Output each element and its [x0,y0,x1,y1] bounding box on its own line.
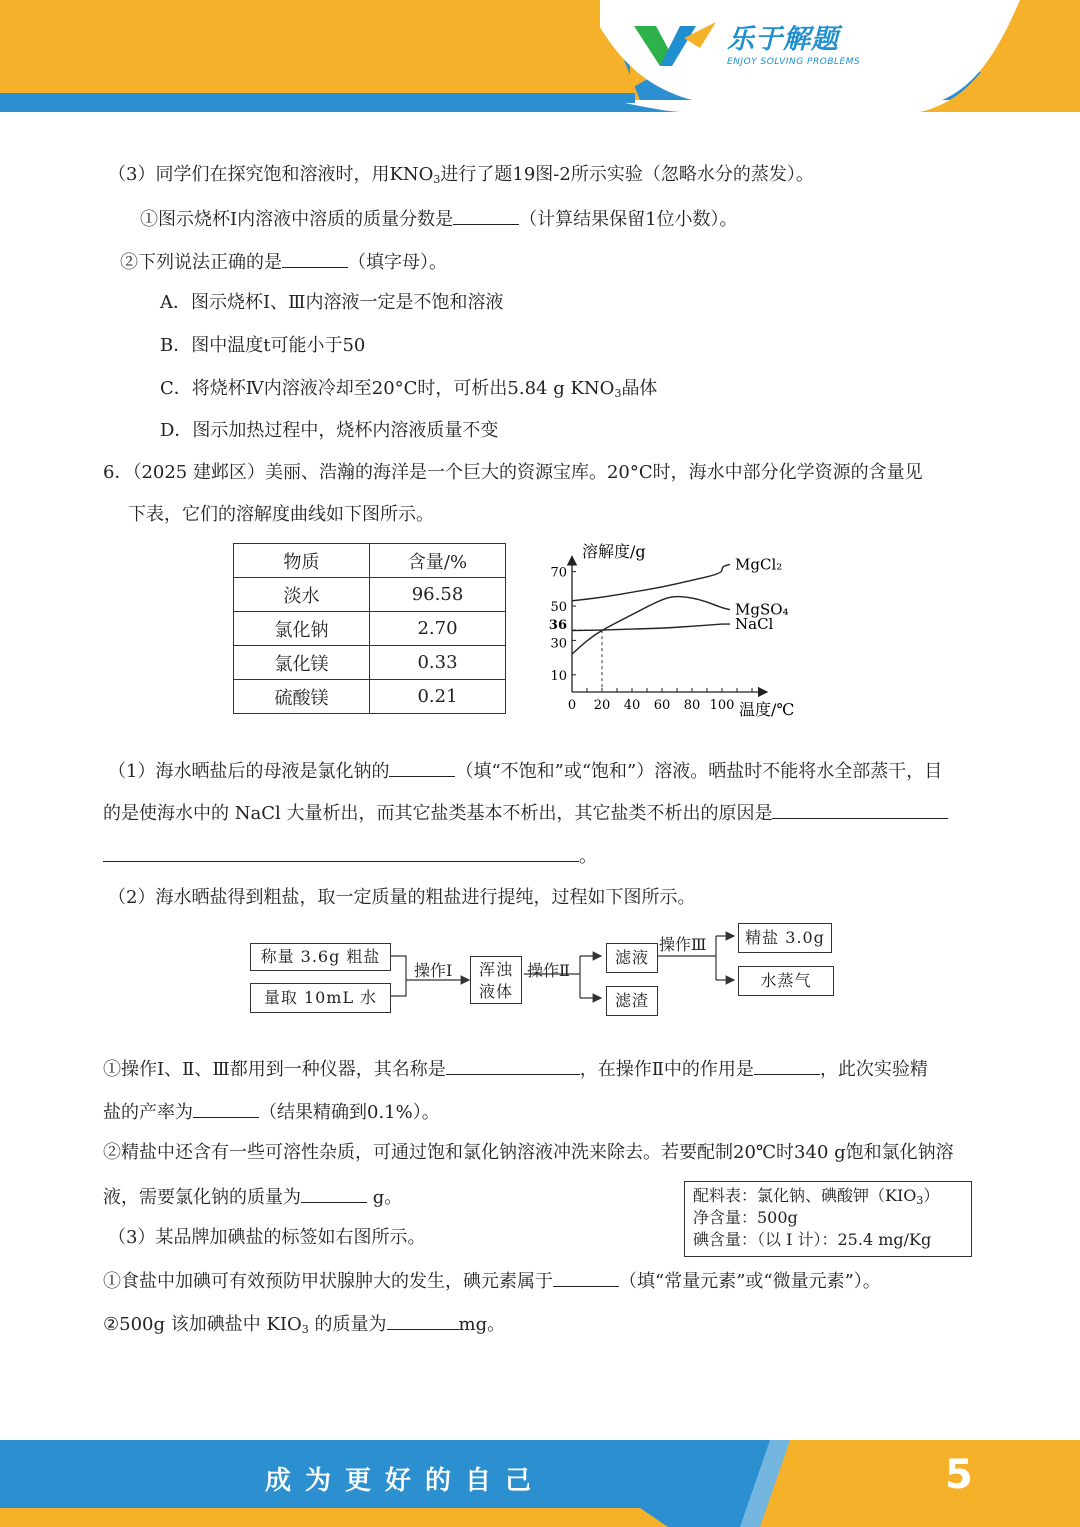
x-tick-label: 20 [593,698,611,713]
q6-intro-line1: 6．（2025 建邺区）美丽、浩瀚的海洋是一个巨大的资源宝库。20°C时，海水中部分化学资源的含量见 [103,462,923,483]
q6-intro-line2: 下表，它们的溶解度曲线如下图所示。 [128,504,434,525]
q5-sub1: ①图示烧杯Ⅰ内溶液中溶质的质量分数是 （计算结果保留1位小数）。 [140,206,738,232]
q5-option-a: A．图示烧杯Ⅰ、Ⅲ内溶液一定是不饱和溶液 [160,292,504,313]
flow-residue-box: 滤渣 [606,986,658,1016]
brand-name: 乐于解题 [727,24,839,55]
flow-op3-label: 操作Ⅲ [659,935,707,954]
y-tick-label: 50 [550,600,567,615]
logo-icon [630,18,722,68]
answer-blank[interactable] [387,1311,459,1330]
salt-label-box [684,1181,972,1257]
q6-part1-line2: 的是使海水中的 NaCl 大量析出，而其它盐类基本不析出，其它盐类不析出的原因是 [103,800,948,826]
y-axis-label: 溶解度/g [582,542,646,561]
series-line-mgcl2 [572,564,730,600]
label-iodine-content: 碘含量：（以 I 计）：25.4 mg/Kg [693,1230,932,1249]
answer-blank[interactable] [754,1056,820,1075]
flow-op2-label: 操作Ⅱ [527,961,570,980]
table-cell: 96.58 [370,578,506,612]
page-number: 5 [945,1452,973,1498]
table-header: 含量/% [370,544,506,578]
answer-blank[interactable] [282,249,348,268]
q5-option-c: C．将烧杯Ⅳ内溶液冷却至20°C时，可析出5.84 g $KNO_3$晶体 [160,378,658,400]
answer-blank[interactable] [446,1056,580,1075]
table-cell: 氯化钠 [234,612,370,646]
label-net-content: 净含量：500g [693,1208,798,1227]
table-row [234,612,506,646]
q6-part2-intro: （2）海水晒盐得到粗盐，取一定质量的粗盐进行提纯，过程如下图所示。 [108,887,696,908]
table-cell: 0.21 [370,680,506,714]
flow-measure-box: 量取 10mL 水 [250,983,391,1013]
series-label: MgCl₂ [735,555,783,574]
q6-sub1-line1: ①操作Ⅰ、Ⅱ、Ⅲ都用到一种仪器，其名称是 ，在操作Ⅱ中的作用是 ，此次实验精 [103,1056,928,1082]
answer-blank[interactable] [389,758,455,777]
x-tick-label: 60 [653,698,671,713]
table-cell: 硫酸镁 [234,680,370,714]
table-cell: 0.33 [370,646,506,680]
solubility-chart [540,535,820,725]
header-banner [0,0,1080,112]
answer-blank[interactable] [103,843,579,862]
answer-blank[interactable] [453,206,519,225]
table-cell: 淡水 [234,578,370,612]
x-tick-label: 80 [683,698,701,713]
chart-series [572,564,730,654]
y-tick-label: 70 [550,565,567,581]
series-line-nacl [572,624,730,631]
x-axis-label: 温度/℃ [739,700,795,719]
q6-sub2-line1: ②精盐中还含有一些可溶性杂质，可通过饱和氯化钠溶液冲洗来除去。若要配制20℃时340 g饱和氯化钠溶 [103,1142,954,1163]
x-tick-label: 40 [623,698,641,713]
q5-sub2: ②下列说法正确的是 （填字母）。 [120,249,447,275]
flow-turbid-box: 浑浊 液体 [470,956,522,1004]
q6-part3-sub2: ②500g 该加碘盐中 $KIO_3$ 的质量为 mg。 [103,1311,505,1337]
table-cell: 氯化镁 [234,646,370,680]
flow-weigh-box: 称量 3.6g 粗盐 [250,943,391,971]
q6-sub1-line2: 盐的产率为 （结果精确到0.1%）。 [103,1099,440,1125]
flow-fine-salt-box: 精盐 3.0g [738,923,832,953]
q5-option-b: B．图中温度t可能小于50 [160,335,366,356]
y-tick-label: 36 [548,618,567,634]
footer-slogan: 成为更好的自己 [265,1466,546,1496]
q6-part3-intro: （3）某品牌加碘盐的标签如右图所示。 [108,1227,426,1248]
q6-sub2-line2: 液，需要氯化钠的质量为 g。 [103,1184,402,1210]
q5-part3-intro: （3）同学们在探究饱和溶液时，用$KNO_3$进行了题19图-2所示实验（忽略水分的蒸发）。 [108,164,814,186]
y-tick-label: 30 [550,636,567,652]
table-header: 物质 [234,544,370,578]
q6-part3-sub1: ①食盐中加碘可有效预防甲状腺肿大的发生，碘元素属于 （填“常量元素”或“微量元素”）。 [103,1268,881,1294]
q6-part1-line1: （1）海水晒盐后的母液是氯化钠的 （填“不饱和”或“饱和”）溶液。晒盐时不能将水全部蒸干，目 [108,758,942,784]
x-tick-label: 100 [709,698,735,713]
composition-table [233,543,506,714]
brand-tagline: ENJOY SOLVING PROBLEMS [727,57,861,67]
x-tick-label: 0 [567,698,577,713]
flow-vapor-box: 水蒸气 [738,966,834,996]
flow-filtrate-box: 滤液 [606,943,658,973]
table-header-row [234,544,506,578]
q5-option-d: D．图示加热过程中，烧杯内溶液质量不变 [160,420,499,441]
table-cell: 2.70 [370,612,506,646]
flow-op1-label: 操作Ⅰ [414,961,453,980]
label-ingredients: 配料表：氯化钠、碘酸钾$(KIO_3)$ [693,1186,940,1207]
q6-part1-line3: 。 [103,843,597,869]
y-tick-label: 10 [550,668,567,684]
table-row [234,680,506,714]
answer-blank[interactable] [301,1184,367,1203]
answer-blank[interactable] [193,1099,259,1118]
table-row [234,646,506,680]
answer-blank[interactable] [553,1268,619,1287]
series-label: MgSO₄ [735,600,789,619]
answer-blank[interactable] [772,800,948,819]
series-label: NaCl [735,615,774,634]
table-row [234,578,506,612]
